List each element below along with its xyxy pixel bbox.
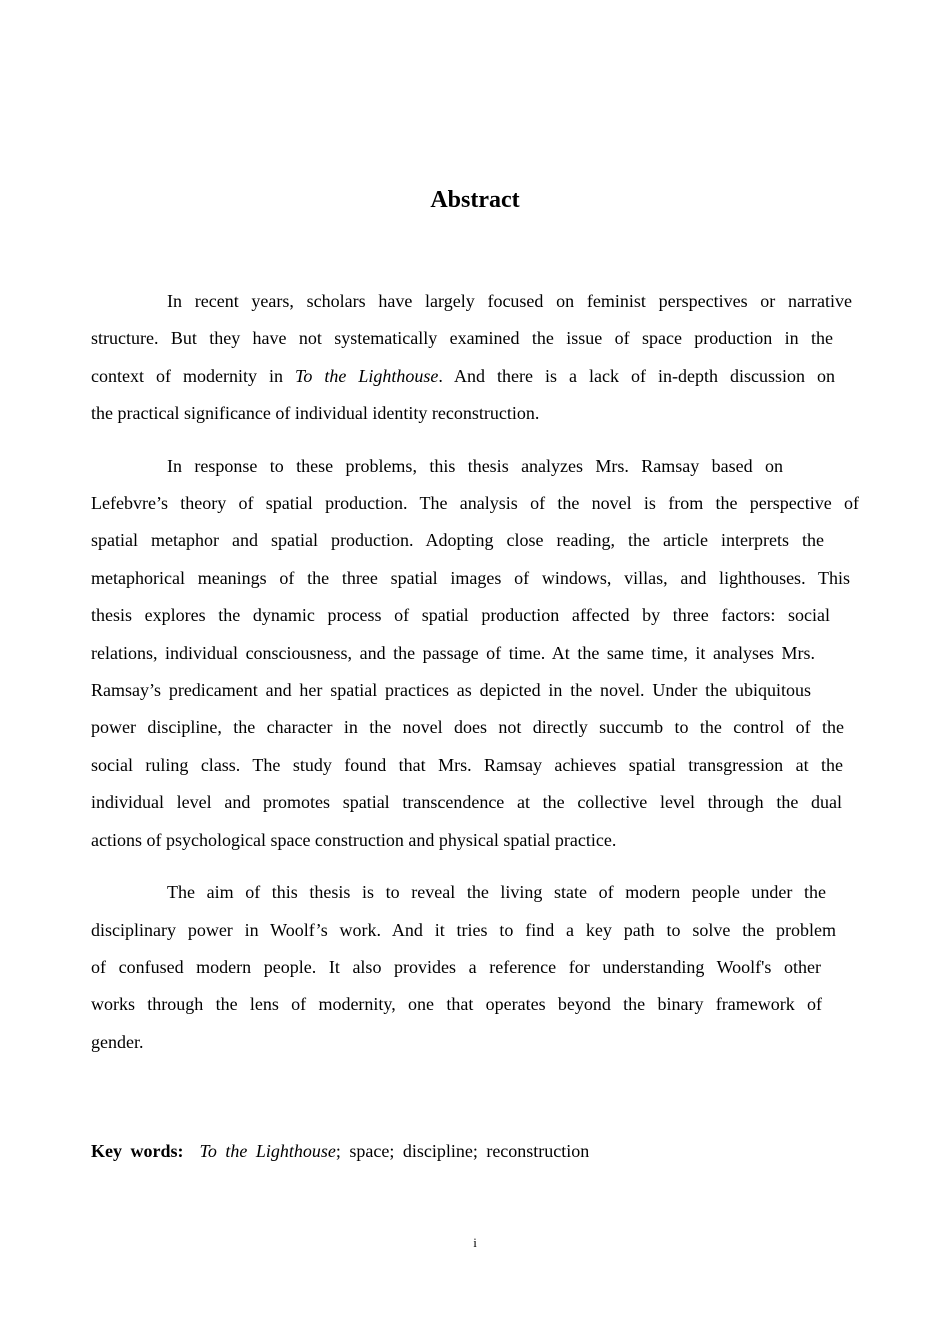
book-title-italic: To the Lighthouse bbox=[295, 365, 439, 386]
paragraph-line: spatial metaphor and spatial production. Adopting close reading, the article interprets the bbox=[91, 530, 824, 551]
paragraph-line: Ramsay’s predicament and her spatial practices as depicted in the novel. Under the ubiquitous bbox=[91, 680, 811, 701]
paragraph-line: gender. bbox=[91, 1031, 144, 1052]
keyword-list: ; space; discipline; reconstruction bbox=[335, 1141, 590, 1161]
paragraph-line: Lefebvre’s theory of spatial production. The analysis of the novel is from the perspective of bbox=[91, 493, 859, 514]
page-number: i bbox=[473, 1235, 477, 1250]
paragraph-1 bbox=[91, 283, 859, 433]
paragraph-2 bbox=[91, 448, 859, 859]
paragraph-line: metaphorical meanings of the three spatial images of windows, villas, and lighthouses. This bbox=[91, 567, 850, 588]
paragraph-3 bbox=[91, 874, 859, 1061]
paragraph-line: In response to these problems, this thesis analyzes Mrs. Ramsay based on bbox=[167, 455, 783, 476]
paragraph-line: social ruling class. The study found that Mrs. Ramsay achieves spatial transgression at the bbox=[91, 754, 843, 775]
keywords-label: Key words bbox=[91, 1141, 178, 1161]
paragraph-line: In recent years, scholars have largely focused on feminist perspectives or narrative bbox=[167, 291, 852, 311]
paragraph-line: structure. But they have not systematically examined the issue of space production in the bbox=[91, 328, 833, 349]
keywords-line bbox=[91, 1134, 589, 1168]
line-text: context of modernity in bbox=[91, 365, 296, 386]
paragraph-line: power discipline, the character in the novel does not directly succumb to the control of the bbox=[91, 717, 844, 738]
abstract-body bbox=[91, 283, 859, 1076]
line-text: . And there is a lack of in-depth discussion on bbox=[438, 365, 835, 386]
paragraph-line: works through the lens of modernity, one that operates beyond the binary framework of bbox=[91, 994, 822, 1015]
paragraph-line: relations, individual consciousness, and the passage of time. At the same time, it analyses Mrs. bbox=[91, 642, 815, 663]
paragraph-line: individual level and promotes spatial transcendence at the collective level through the dual bbox=[91, 792, 842, 813]
keywords-separator: : bbox=[177, 1141, 184, 1161]
keyword-book-title: To the Lighthouse bbox=[199, 1141, 336, 1161]
abstract-title: Abstract bbox=[430, 187, 520, 213]
paragraph-line: actions of psychological space construction and physical spatial practice. bbox=[91, 829, 617, 850]
paragraph-line: disciplinary power in Woolf’s work. And it tries to find a key path to solve the problem bbox=[91, 919, 836, 940]
paragraph-line: the practical significance of individual identity reconstruction. bbox=[91, 403, 540, 424]
paragraph-line: The aim of this thesis is to reveal the living state of modern people under the bbox=[167, 882, 826, 903]
paragraph-line bbox=[91, 358, 835, 395]
paragraph-line: of confused modern people. It also provides a reference for understanding Woolf's other bbox=[91, 956, 821, 977]
paragraph-line: thesis explores the dynamic process of spatial production affected by three factors: social bbox=[91, 605, 830, 626]
keywords-terms bbox=[200, 1141, 590, 1161]
